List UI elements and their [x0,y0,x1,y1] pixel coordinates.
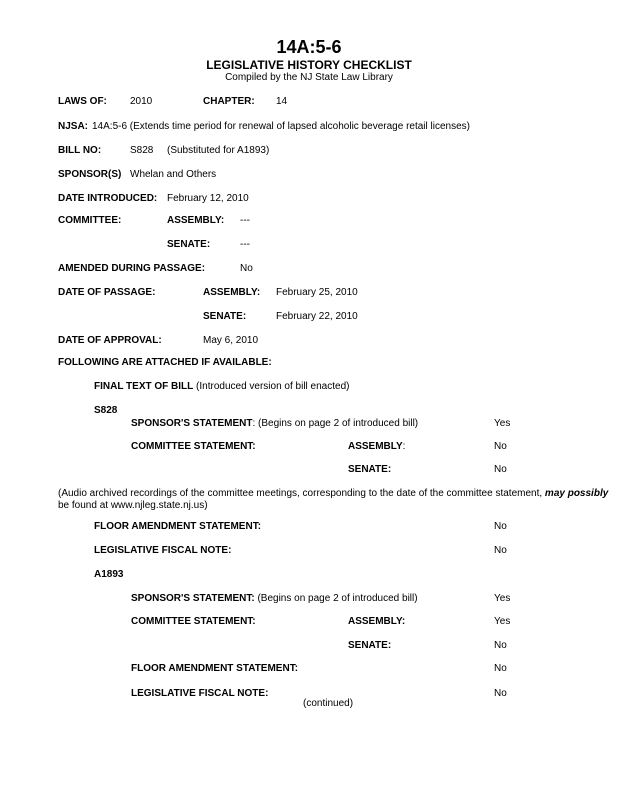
a1893-senate-label: SENATE: [348,640,392,651]
bill-no-value: S828 [130,145,154,156]
date-of-passage-label: DATE OF PASSAGE: [58,287,156,298]
s828-assembly-label: ASSEMBLY [348,441,403,452]
date-introduced-value: February 12, 2010 [167,193,249,204]
sponsors-label: SPONSOR(S) [58,169,122,180]
s828-assembly-value: No [494,441,507,452]
final-text-row [94,381,349,393]
attached-heading: FOLLOWING ARE ATTACHED IF AVAILABLE: [58,357,272,368]
a1893-sponsor-row [131,593,418,605]
final-text-note: (Introduced version of bill enacted) [196,381,350,392]
chapter-value: 14 [276,96,288,107]
a1893-sponsor-value: Yes [494,593,511,604]
committee-senate-value: --- [240,239,250,250]
laws-of-label: LAWS OF: [58,96,107,107]
a1893-floor-value: No [494,663,507,674]
date-of-approval-label: DATE OF APPROVAL: [58,335,162,346]
final-text-label: FINAL TEXT OF BILL [94,381,194,392]
s828-sponsor-value: Yes [494,418,511,429]
audio-note-emphasis: may possibly [544,488,609,499]
a1893-committee-label: COMMITTEE STATEMENT: [131,616,256,627]
a1893-fiscal-value: No [494,688,507,699]
floor-amendment-label: FLOOR AMENDMENT STATEMENT: [94,521,262,532]
bill-substituted-note: (Substituted for A1893) [167,145,270,156]
s828-sponsor-note: : (Begins on page 2 of introduced bill) [252,418,419,429]
compiled-by: Compiled by the NJ State Law Library [225,72,393,83]
passage-assembly-value: February 25, 2010 [276,287,358,298]
amended-label: AMENDED DURING PASSAGE: [58,263,206,274]
fiscal-note-value: No [494,545,507,556]
s828-committee-label: COMMITTEE STATEMENT: [131,441,256,452]
laws-of-year: 2010 [130,96,153,107]
passage-assembly-label: ASSEMBLY: [203,287,261,298]
a1893-assembly-value: Yes [494,616,511,627]
date-of-approval-value: May 6, 2010 [203,335,259,346]
audio-note-line2: be found at www.njleg.state.nj.us) [58,500,208,511]
s828-senate-label: SENATE: [348,464,392,475]
amended-value: No [240,263,253,274]
committee-senate-label: SENATE: [167,239,211,250]
s828-assembly-colon: : [402,441,406,452]
s828-assembly-row [348,441,405,453]
a1893-senate-value: No [494,640,507,651]
a1893-assembly-label: ASSEMBLY: [348,616,406,627]
page-title: 14A:5-6 [276,37,342,57]
fiscal-note-label: LEGISLATIVE FISCAL NOTE: [94,545,232,556]
a1893-sponsor-note: (Begins on page 2 of introduced bill) [254,593,418,604]
date-introduced-label: DATE INTRODUCED: [58,193,158,204]
a1893-sponsor-label: SPONSOR'S STATEMENT: [131,593,255,604]
audio-note-text: (Audio archived recordings of the committee meetings, corresponding to the date of the committee statement, [58,488,545,499]
committee-assembly-label: ASSEMBLY: [167,215,225,226]
continued-note: (continued) [303,698,354,709]
s828-senate-value: No [494,464,507,475]
s828-sponsor-row [131,418,418,430]
passage-senate-label: SENATE: [203,311,247,322]
audio-note-line1 [58,488,608,500]
s828-sponsor-label: SPONSOR'S STATEMENT [131,418,253,429]
a1893-fiscal-label: LEGISLATIVE FISCAL NOTE: [131,688,269,699]
njsa-label: NJSA: [58,121,89,132]
committee-assembly-value: --- [240,215,250,226]
committee-label: COMMITTEE: [58,215,122,226]
a1893-label: A1893 [94,569,124,580]
njsa-value: 14A:5-6 (Extends time period for renewal of lapsed alcoholic beverage retail licenses) [92,121,470,132]
chapter-label: CHAPTER: [203,96,255,107]
s828-label: S828 [94,405,118,416]
floor-amendment-value: No [494,521,507,532]
sponsors-value: Whelan and Others [130,169,217,180]
passage-senate-value: February 22, 2010 [276,311,358,322]
page-subtitle: LEGISLATIVE HISTORY CHECKLIST [206,58,412,72]
bill-no-label: BILL NO: [58,145,102,156]
a1893-floor-label: FLOOR AMENDMENT STATEMENT: [131,663,299,674]
